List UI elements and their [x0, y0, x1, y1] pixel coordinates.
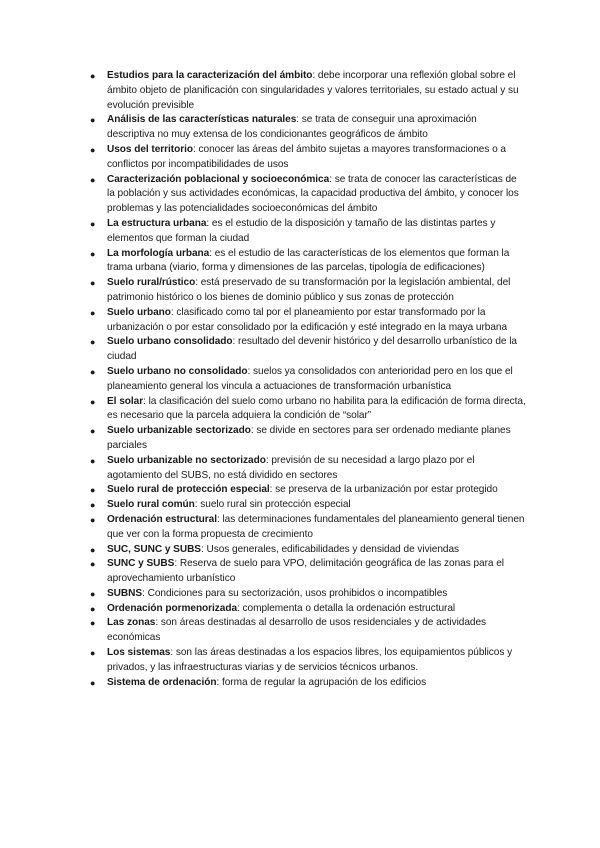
bullet-icon: ● — [90, 500, 96, 511]
bullet-icon: ● — [90, 396, 96, 407]
bullet-icon: ● — [90, 618, 96, 629]
list-item — [90, 646, 527, 676]
term: Suelo rural/rústico — [107, 277, 196, 289]
list-item — [90, 616, 527, 646]
definition: : las determinaciones fundamentales del planeamiento general tienen que ver con la forma propuesta de crecimiento — [107, 513, 525, 540]
definition: : Usos generales, edificabilidades y densidad de viviendas — [201, 543, 460, 555]
list-item — [90, 395, 527, 425]
term: Caracterización poblacional y socioeconómica — [107, 173, 330, 185]
term: Suelo rural de protección especial — [107, 484, 270, 496]
bullet-icon: ● — [90, 648, 96, 659]
term: Suelo urbano no consolidado — [107, 365, 248, 377]
list-item — [90, 676, 527, 691]
definition: : se trata de conocer las características de la población y sus actividades económicas, la capacidad productiva del ámbito, y conocer los problemas y las potencialidades socioeconómicas del ámbito — [107, 173, 519, 215]
definition: : la clasificación del suelo como urbano no habilita para la edificación de forma directa, es necesario que la parcela adquiera la condición de “solar” — [107, 395, 526, 422]
definition: : previsión de su necesidad a largo plazo por el agotamiento del SUBS, no está dividido en sectores — [107, 454, 475, 481]
list-item — [90, 513, 527, 543]
list-item — [90, 587, 527, 602]
bullet-icon: ● — [90, 366, 96, 377]
term: Análisis de las características naturales — [107, 114, 297, 126]
term: Suelo urbano — [107, 306, 171, 318]
bullet-icon: ● — [90, 218, 96, 229]
definition: : forma de regular la agrupación de los edificios — [216, 676, 427, 688]
list-item — [90, 276, 527, 306]
term: Suelo rural común — [107, 499, 195, 511]
term: El solar — [107, 395, 144, 407]
definition: : Condiciones para su sectorización, usos prohibidos o incompatibles — [142, 587, 448, 599]
bullet-icon: ● — [90, 337, 96, 348]
bullet-icon: ● — [90, 603, 96, 614]
list-item — [90, 113, 527, 143]
list-item — [90, 483, 527, 498]
term: Suelo urbanizable no sectorizado — [107, 454, 266, 466]
definition: : son las áreas destinadas a los espacios libres, los equipamientos públicos y privados, y las infraestructuras viarias y de servicios técnicos urbanos. — [107, 647, 513, 673]
definition: : está preservado de su transformación por la legislación ambiental, del patrimonio histórico o los bienes de dominio público y sus zonas de protección — [107, 277, 511, 303]
list-item — [90, 543, 527, 558]
list-item — [90, 454, 527, 484]
bullet-icon: ● — [90, 677, 96, 688]
definition: : suelos ya consolidados con anterioridad pero en los que el planeamiento general los vincula a actuaciones de transformación urbanística — [107, 365, 513, 392]
definition: : Reserva de suelo para VPO, delimitación geográfica de las zonas para el aprovechamiento urbanístico — [107, 558, 504, 585]
list-item — [90, 173, 527, 217]
term: Ordenación estructural — [107, 513, 217, 525]
definition: : se divide en sectores para ser ordenado mediante planes parciales — [107, 425, 511, 451]
bullet-icon: ● — [90, 426, 96, 437]
list-item — [90, 247, 527, 277]
list-item — [90, 602, 527, 617]
term: Suelo urbano consolidado — [107, 336, 233, 348]
definition: : es el estudio de la disposición y tamaño de las distintas partes y elementos que forman la ciudad — [107, 217, 496, 244]
list-item — [90, 557, 527, 587]
definition: : resultado del devenir histórico y del desarrollo urbanístico de la ciudad — [107, 336, 517, 363]
definition: : son áreas destinadas al desarrollo de usos residenciales y de actividades económicas — [107, 617, 487, 644]
definition: : se preserva de la urbanización por estar protegido — [269, 484, 498, 496]
list-item — [90, 424, 527, 454]
term: Sistema de ordenación — [107, 676, 217, 688]
bullet-icon: ● — [90, 174, 96, 185]
definition: : clasificado como tal por el planeamiento por estar transformado por la urbanización o por estar consolidado por la edificación y esté integrado en la maya urbana — [107, 306, 508, 333]
definition: : complementa o detalla la ordenación estructural — [237, 602, 456, 614]
term: SUNC y SUBS — [107, 558, 175, 570]
list-item — [90, 69, 527, 113]
list-item — [90, 498, 527, 513]
term: SUC, SUNC y SUBS — [107, 543, 201, 555]
bullet-icon: ● — [90, 115, 96, 126]
bullet-icon: ● — [90, 307, 96, 318]
list-item — [90, 335, 527, 365]
bullet-icon: ● — [90, 248, 96, 259]
term: Las zonas — [107, 617, 156, 629]
definition: : es el estudio de las características de los elementos que forman la trama urbana (viario, forma y dimensiones de las parcelas, tipología de edificaciones) — [107, 247, 510, 274]
list-item — [90, 143, 527, 173]
bullet-icon: ● — [90, 278, 96, 289]
term: Suelo urbanizable sectorizado — [107, 425, 251, 437]
term: Estudios para la caracterización del ámbito — [107, 70, 313, 81]
definition: : se trata de conseguir una aproximación descriptiva no muy extensa de los condicionantes geográficos de ámbito — [107, 114, 477, 141]
bullet-icon: ● — [90, 71, 96, 81]
list-item — [90, 217, 527, 247]
definition: : debe incorporar una reflexión global sobre el ámbito objeto de planificación con singularidades y valores territoriales, su estado actual y su evolución previsible — [107, 70, 519, 111]
bullet-icon: ● — [90, 455, 96, 466]
bullet-icon: ● — [90, 514, 96, 525]
term: La morfología urbana — [107, 247, 210, 259]
list-item — [90, 365, 527, 395]
term: Usos del territorio — [107, 143, 193, 155]
bullet-icon: ● — [90, 144, 96, 155]
list-item — [90, 306, 527, 336]
glossary-list — [0, 69, 527, 690]
bullet-icon: ● — [90, 485, 96, 496]
definition: : conocer las áreas del ámbito sujetas a mayores transformaciones o a conflictos por incompatibilidades de usos — [107, 143, 506, 170]
bullet-icon: ● — [90, 559, 96, 570]
term: SUBNS — [107, 587, 143, 599]
definition: : suelo rural sin protección especial — [194, 499, 351, 511]
bullet-icon: ● — [90, 588, 96, 599]
term: La estructura urbana — [107, 217, 207, 229]
term: Ordenación pormenorizada — [107, 602, 238, 614]
bullet-icon: ● — [90, 544, 96, 555]
term: Los sistemas — [107, 647, 171, 659]
